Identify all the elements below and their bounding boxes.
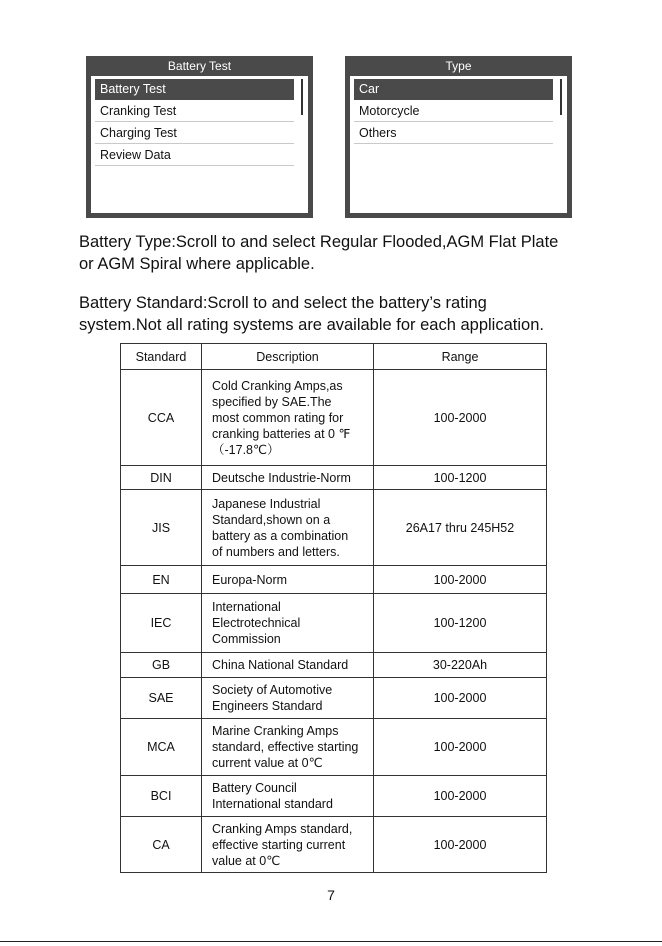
standard-code: MCA <box>121 719 202 776</box>
description-line: Europa-Norm <box>212 572 288 587</box>
description-line: Standard,shown on a <box>212 512 331 527</box>
paragraph-line: system.Not all rating systems are available for each application. <box>79 316 544 334</box>
standard-description <box>202 594 374 653</box>
description-line: of numbers and letters. <box>212 544 340 559</box>
standard-description <box>202 490 374 566</box>
description-line: Battery Council <box>212 781 297 795</box>
menu-item-car[interactable]: Car <box>354 79 553 100</box>
standard-range: 100-2000 <box>374 776 547 817</box>
standard-description <box>202 678 374 719</box>
standard-description <box>202 566 374 594</box>
table-header-row <box>121 344 547 370</box>
battery-standard-paragraph <box>79 292 579 336</box>
description-line: Commission <box>212 632 281 646</box>
table-row <box>121 653 547 678</box>
description-line: current value at 0℃ <box>212 756 323 770</box>
description-line: most common rating for <box>212 410 344 425</box>
standard-code: BCI <box>121 776 202 817</box>
standard-description <box>202 653 374 678</box>
description-line: Japanese Industrial <box>212 496 321 511</box>
battery-type-paragraph <box>79 231 579 275</box>
menu-item-motorcycle[interactable]: Motorcycle <box>354 101 553 122</box>
standard-description <box>202 719 374 776</box>
table-row <box>121 490 547 566</box>
standard-code: CCA <box>121 370 202 466</box>
footer-divider <box>0 941 662 942</box>
header-standard: Standard <box>121 344 202 370</box>
description-line: specified by SAE.The <box>212 394 332 409</box>
standard-range: 100-2000 <box>374 817 547 873</box>
menu-panel <box>91 76 308 213</box>
rating-standards-table <box>120 343 547 873</box>
table-row <box>121 594 547 653</box>
table-row <box>121 566 547 594</box>
screen-title: Type <box>445 59 472 73</box>
standard-code: JIS <box>121 490 202 566</box>
description-line: Cold Cranking Amps,as <box>212 378 343 393</box>
table-row <box>121 817 547 873</box>
standard-range: 100-2000 <box>374 678 547 719</box>
header-range: Range <box>374 344 547 370</box>
standard-range: 100-2000 <box>374 719 547 776</box>
description-line: International standard <box>212 797 333 811</box>
description-line: Society of Automotive <box>212 683 333 697</box>
description-line: battery as a combination <box>212 528 349 543</box>
scrollbar[interactable] <box>301 79 303 115</box>
standard-description <box>202 776 374 817</box>
standard-code: DIN <box>121 466 202 490</box>
description-line: （-17.8℃） <box>212 442 280 457</box>
description-line: value at 0℃ <box>212 853 281 868</box>
paragraph-line: Battery Standard:Scroll to and select the battery’s rating <box>79 294 487 312</box>
menu-item-battery-test[interactable]: Battery Test <box>95 79 294 100</box>
paragraph-line: or AGM Spiral where applicable. <box>79 255 315 273</box>
standard-code: GB <box>121 653 202 678</box>
menu-item-others[interactable]: Others <box>354 123 553 144</box>
description-line: Cranking Amps standard, <box>212 821 353 836</box>
standard-description <box>202 370 374 466</box>
table-row <box>121 776 547 817</box>
table-row <box>121 678 547 719</box>
description-line: cranking batteries at 0 ℉ <box>212 426 351 441</box>
standard-code: CA <box>121 817 202 873</box>
standard-description <box>202 817 374 873</box>
description-line: standard, effective starting <box>212 740 359 754</box>
description-line: Electrotechnical <box>212 616 301 630</box>
description-line: effective starting current <box>212 837 346 852</box>
table-row <box>121 370 547 466</box>
standard-description <box>202 466 374 490</box>
standard-range: 30-220Ah <box>374 653 547 678</box>
standard-range: 100-2000 <box>374 370 547 466</box>
description-line: Marine Cranking Amps <box>212 724 339 738</box>
standard-range: 100-2000 <box>374 566 547 594</box>
standard-range: 100-1200 <box>374 594 547 653</box>
menu-item-review-data[interactable]: Review Data <box>95 145 294 166</box>
standard-range: 100-1200 <box>374 466 547 490</box>
menu-item-charging-test[interactable]: Charging Test <box>95 123 294 144</box>
menu-item-cranking-test[interactable]: Cranking Test <box>95 101 294 122</box>
header-description: Description <box>202 344 374 370</box>
description-line: Deutsche Industrie-Norm <box>212 470 351 485</box>
menu-panel <box>350 76 567 213</box>
scrollbar[interactable] <box>560 79 562 115</box>
description-line: International <box>212 600 281 614</box>
screen-title: Battery Test <box>167 59 232 73</box>
page-number: 7 <box>327 887 335 903</box>
table-row <box>121 719 547 776</box>
description-line: China National Standard <box>212 658 349 672</box>
standard-code: EN <box>121 566 202 594</box>
paragraph-line: Battery Type:Scroll to and select Regular Flooded,AGM Flat Plate <box>79 233 559 251</box>
standard-code: IEC <box>121 594 202 653</box>
type-screen <box>345 56 572 218</box>
standard-code: SAE <box>121 678 202 719</box>
table-row <box>121 466 547 490</box>
standard-range: 26A17 thru 245H52 <box>374 490 547 566</box>
battery-test-screen <box>86 56 313 218</box>
description-line: Engineers Standard <box>212 699 323 713</box>
